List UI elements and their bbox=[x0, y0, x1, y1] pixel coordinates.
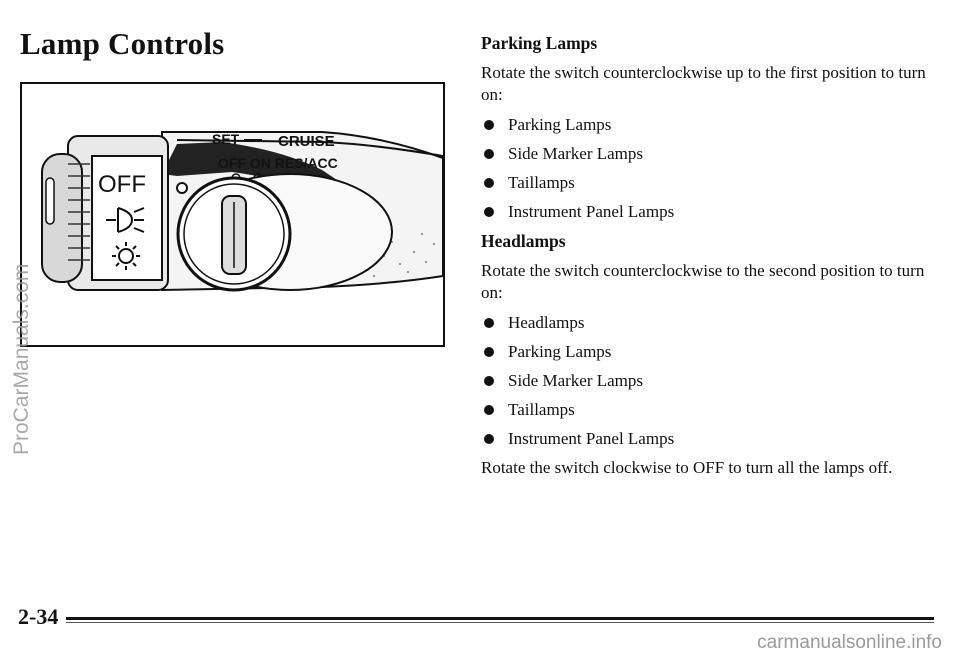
list-item: Taillamps bbox=[481, 172, 926, 194]
list-item: Instrument Panel Lamps bbox=[481, 201, 926, 223]
set-label: SET bbox=[212, 131, 240, 147]
bullet-icon bbox=[484, 178, 494, 188]
page-title: Lamp Controls bbox=[20, 26, 225, 61]
parking-lamps-list bbox=[481, 114, 926, 223]
footer-rule-thin bbox=[66, 622, 934, 623]
footer-rule bbox=[66, 617, 934, 620]
headlamps-intro: Rotate the switch counterclockwise to the second position to turn on: bbox=[481, 261, 925, 302]
closing-instruction: Rotate the switch clockwise to OFF to turn all the lamps off. bbox=[481, 458, 893, 477]
cruise-label: CRUISE bbox=[278, 133, 335, 150]
watermark-side: ProCarManuals.com bbox=[10, 263, 33, 455]
headlamps-heading: Headlamps bbox=[481, 231, 566, 251]
bullet-icon bbox=[484, 434, 494, 444]
list-item: Instrument Panel Lamps bbox=[481, 428, 926, 450]
watermark-bottom: carmanualsonline.info bbox=[757, 632, 942, 653]
text-column bbox=[481, 32, 926, 487]
list-item: Side Marker Lamps bbox=[481, 370, 926, 392]
parking-lamps-heading: Parking Lamps bbox=[481, 33, 598, 53]
page-number: 2-34 bbox=[18, 604, 59, 629]
bullet-icon bbox=[484, 207, 494, 217]
parking-lamps-intro: Rotate the switch counterclockwise up to the first position to turn on: bbox=[481, 63, 926, 104]
list-item: Side Marker Lamps bbox=[481, 143, 926, 165]
bullet-icon bbox=[484, 120, 494, 130]
off-on-res-label: OFF ON RES/ACC bbox=[218, 155, 338, 171]
bullet-icon bbox=[484, 318, 494, 328]
list-item: Parking Lamps bbox=[481, 114, 926, 136]
list-item: Taillamps bbox=[481, 399, 926, 421]
headlamps-list bbox=[481, 312, 926, 450]
off-label: OFF bbox=[98, 171, 146, 198]
bullet-icon bbox=[484, 149, 494, 159]
bullet-icon bbox=[484, 376, 494, 386]
bullet-icon bbox=[484, 347, 494, 357]
lamp-switch-illustration bbox=[20, 82, 445, 347]
list-item: Parking Lamps bbox=[481, 341, 926, 363]
list-item: Headlamps bbox=[481, 312, 926, 334]
bullet-icon bbox=[484, 405, 494, 415]
